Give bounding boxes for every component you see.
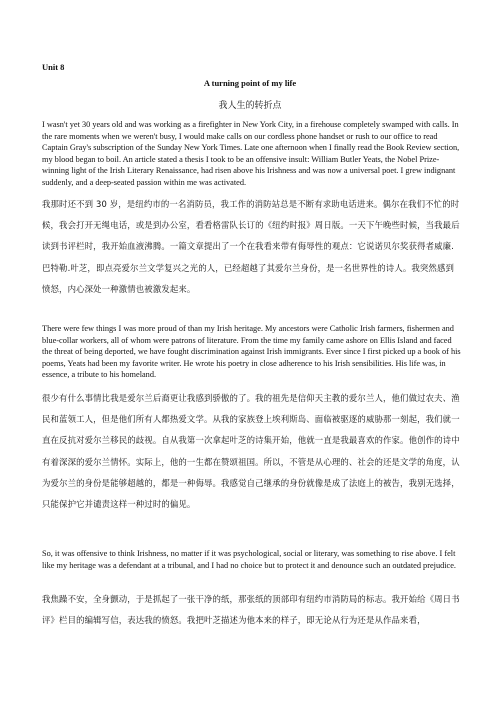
paragraph-en-1: I wasn't yet 30 years old and was working as a firefighter in New York City, in a firehouse completely swamped with calls. In the rare moments when we weren't busy, I would make calls on our cordless phone handset or rush to our office to read Captain Gray's subscription of the Sunday New York Times. Late one afternoon when I finally read the Book Review section, my blood began to boil. An article stated a thesis I took to be an offensive insult: William Butler Yeats, the Nobel Prize-winning light of the Irish Literary Renaissance, had risen above his Irishness and was now a universal poet. I grew indignant suddenly, and a deep-seated passion within me was activated.: [42, 120, 460, 187]
paragraph-cn-2: 很少有什么事情比我是爱尔兰后裔更让我感到骄傲的了。我的祖先是信仰天主教的爱尔兰人，他们做过农夫、渔民和蓝领工人，但是他们所有人都热爱文学。从我的家族登上埃利斯岛、面临被驱逐的威胁那一刻起，我们就一直在反抗对爱尔兰移民的歧视。自从我第一次拿起叶芝的诗集开始，他就一直是我最喜欢的作家。他创作的诗中有着深深的爱尔兰情怀。实际上，他的一生都在赞颂祖国。所以，不管是从心理的、社会的还是文学的角度，认为爱尔兰的身份是能够超越的，都是一种侮辱。我感觉自己继承的身份就像是成了法庭上的被告，我别无选择，只能保护它并谴责这样一种过时的偏见。: [42, 393, 460, 510]
paragraph-cn-1: 我那时还不到 30 岁，是纽约市的一名消防员，我工作的消防站总是不断有求助电话进来。偶尔在我们不忙的时候，我会打开无绳电话，或是到办公室，看看格雷队长订的《纽约时报》周日版。一天下午晚些时候，当我最后读到书评栏时，我开始血液沸腾。一篇文章提出了一个在我看来带有侮辱性的观点：它说诺贝尔奖获得者威廉.巴特勒.叶芝，即点亮爱尔兰文学复兴之光的人，已经超越了其爱尔兰身份，是一名世界性的诗人。我突然感到愤怒，内心深处一种激情也被激发起来。: [42, 199, 460, 294]
paragraph-en-2: There were few things I was more proud of than my Irish heritage. My ancestors were Catholic Irish farmers, fishermen and blue-collar workers, all of whom were patrons of literature. From the time my family came ashore on Ellis Island and faced the threat of being deported, we have fought discrimination against Irish immigrants. Ever since I first picked up a book of his poems, Yeats had been my favorite writer. He wrote his poetry in close adherence to his Irish sensibilities. His life was, in essence, a tribute to his homeland.: [42, 324, 461, 380]
article-title: A turning point of my life: [203, 78, 297, 88]
paragraph-cn-3: 我焦躁不安，全身颤动，于是抓起了一张干净的纸，那张纸的顶部印有纽约市消防局的标志。我开始给《周日书评》栏目的编辑写信，表达我的愤怒。我把叶芝描述为他本来的样子，即无论从行为还是从作品来看，: [42, 594, 460, 626]
article-subtitle-chinese: 我人生的转折点: [218, 101, 282, 111]
unit-label: Unit 8: [42, 62, 65, 72]
paragraph-en-3: So, it was offensive to think Irishness, no matter if it was psychological, social or literary, was something to rise above. I felt like my heritage was a defendant at a tribunal, and I had no choice but to protect it and denounce such an outdated prejudice.: [42, 549, 457, 570]
